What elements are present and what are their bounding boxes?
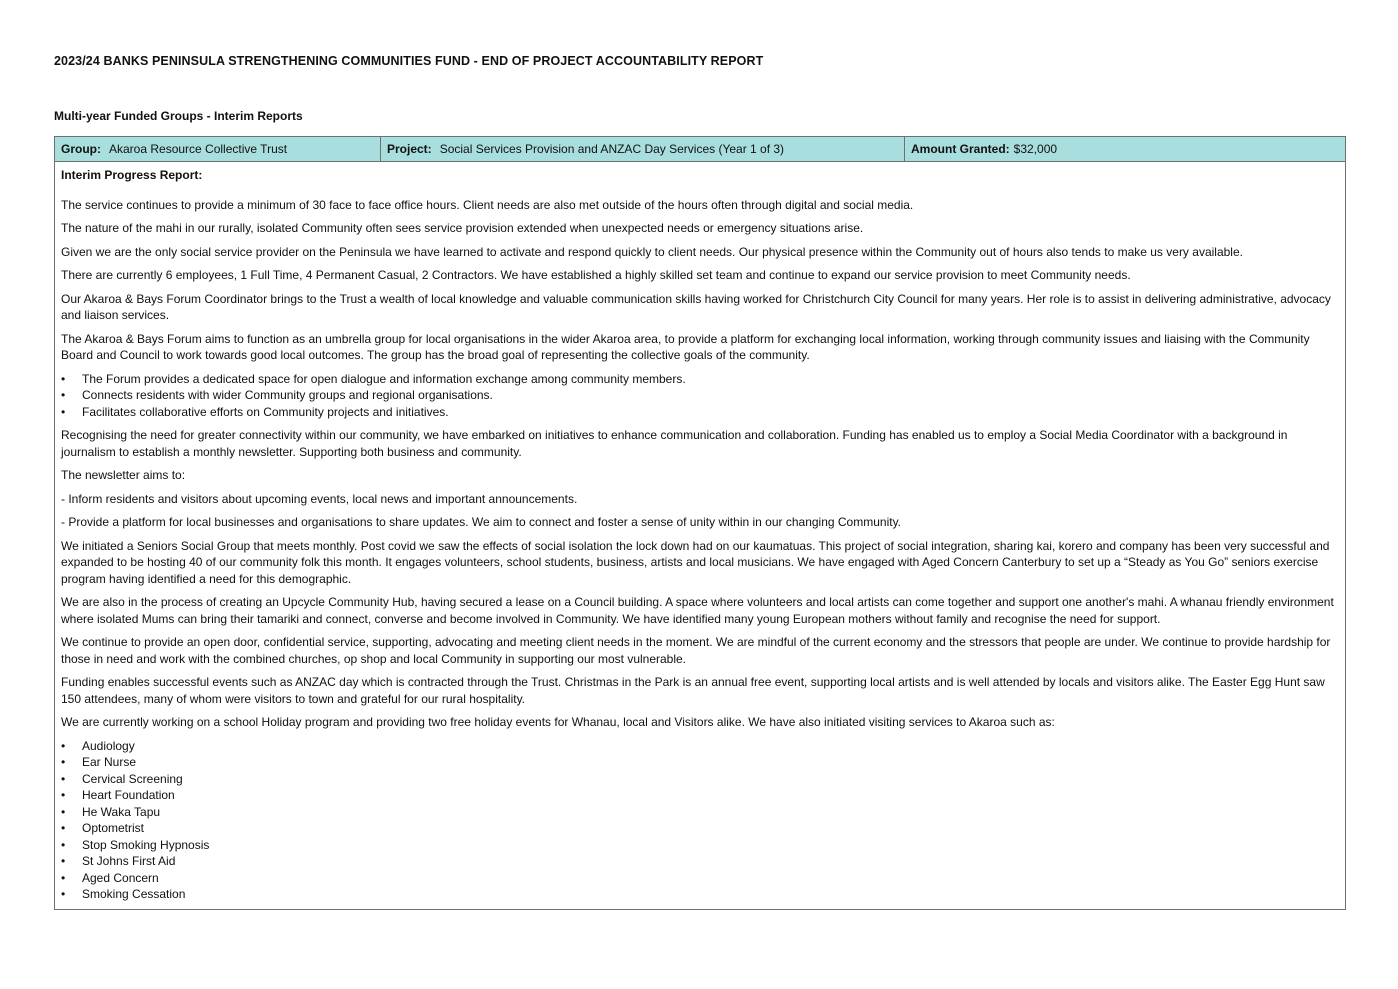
list-item: • Aged Concern [61,870,1339,887]
document-title: 2023/24 BANKS PENINSULA STRENGTHENING COMMUNITIES FUND - END OF PROJECT ACCOUNTABILITY REPORT [54,54,764,68]
list-item: • Facilitates collaborative efforts on Community projects and initiatives. [61,404,1339,421]
paragraph: - Inform residents and visitors about upcoming events, local news and important announcements. [61,491,578,506]
group-cell [55,137,381,161]
amount-label: Amount Granted: [911,142,1010,156]
paragraph: The newsletter aims to: [61,468,186,482]
list-item: • Stop Smoking Hypnosis [61,837,1339,854]
forum-bullet-list [61,371,1339,421]
list-item: • Heart Foundation [61,787,1339,804]
paragraph: Recognising the need for greater connectivity within our community, we have embarked on initiatives to enhance communication and collaboration. Funding has enabled us to employ a Social Media Coordinator with a background in journalism to establish a monthly newsletter. Supporting both business and community. [61,428,1288,459]
paragraph: - Provide a platform for local businesses and organisations to share updates. We aim to connect and foster a sense of unity within in our changing Community. [61,515,902,529]
list-item: • Cervical Screening [61,771,1339,788]
amount-cell [905,137,1345,161]
paragraph: Funding enables successful events such as ANZAC day which is contracted through the Trust. Christmas in the Park is an annual free event, supporting local artists and is well attended by locals and visitors alike. The Easter Egg Hunt saw 150 attendees, many of whom were visitors to town and grateful for our rural hospitality. [61,675,1325,706]
report-body [55,162,1345,909]
paragraph: We are also in the process of creating an Upcycle Community Hub, having secured a lease on a Council building. A space where volunteers and local artists can come together and support one another's mahi. A whanau friendly environment where isolated Mums can bring their tamariki and connect, converse and become involved in Community. We have identified many young European mothers without family and recognise the need for support. [61,595,1334,626]
amount-value: $32,000 [1013,142,1058,156]
list-item: • St Johns First Aid [61,853,1339,870]
group-value: Akaroa Resource Collective Trust [109,142,288,156]
paragraph: We initiated a Seniors Social Group that meets monthly. Post covid we saw the effects of social isolation the lock down had on our kaumatuas. This project of social integration, sharing kai, korero and company has been very successful and expanded to be hosting 40 of our community folk this month. It engages volunteers, school students, business, artists and local musicians. We have engaged with Aged Concern Canterbury to set up a “Steady as You Go” seniors exercise program having identified a need for this demographic. [61,538,1330,586]
project-value: Social Services Provision and ANZAC Day Services (Year 1 of 3) [439,142,785,156]
paragraph: The service continues to provide a minimum of 30 face to face office hours. Client needs are also met outside of the hours often through digital and social media. [61,197,914,212]
project-cell [381,137,905,161]
list-item: • Ear Nurse [61,754,1339,771]
list-item: • Audiology [61,738,1339,755]
list-item: • Smoking Cessation [61,886,1339,903]
paragraph: There are currently 6 employees, 1 Full Time, 4 Permanent Casual, 2 Contractors. We have established a highly skilled set team and continue to expand our service provision to meet Community needs. [61,268,1131,282]
paragraph: The nature of the mahi in our rurally, isolated Community often sees service provision extended when unexpected needs or emergency situations arise. [61,221,864,235]
list-item: • The Forum provides a dedicated space for open dialogue and information exchange among community members. [61,371,1339,388]
group-label: Group: [61,142,101,156]
list-item: • Connects residents with wider Community groups and regional organisations. [61,387,1339,404]
report-section-label: Interim Progress Report: [61,168,203,182]
services-bullet-list [61,738,1339,903]
paragraph: Given we are the only social service provider on the Peninsula we have learned to activate and respond quickly to client needs. Our physical presence within the Community out of hours also tends to make us very available. [61,244,1243,259]
document-subtitle: Multi-year Funded Groups - Interim Reports [54,109,303,123]
list-item: • He Waka Tapu [61,804,1339,821]
paragraph: The Akaroa & Bays Forum aims to function as an umbrella group for local organisations in the wider Akaroa area, to provide a platform for exchanging local information, working through community issues and liaising with the Community Board and Council to work towards good local outcomes. The group has the broad goal of representing the collective goals of the community. [61,331,1310,362]
table-header-row [55,137,1345,162]
project-label: Project: [387,142,432,156]
list-item: • Optometrist [61,820,1339,837]
paragraph: Our Akaroa & Bays Forum Coordinator brings to the Trust a wealth of local knowledge and valuable communication skills having worked for Christchurch City Council for many years. Her role is to assist in delivering administrative, advocacy and liaison services. [61,291,1331,322]
report-table [54,136,1346,910]
paragraph: We are currently working on a school Holiday program and providing two free holiday events for Whanau, local and Visitors alike. We have also initiated visiting services to Akaroa such as: [61,715,1055,729]
paragraph: We continue to provide an open door, confidential service, supporting, advocating and meeting client needs in the moment. We are mindful of the current economy and the stressors that people are under. We continue to provide hardship for those in need and work with the combined churches, op shop and local Community in supporting our most vulnerable. [61,635,1331,666]
